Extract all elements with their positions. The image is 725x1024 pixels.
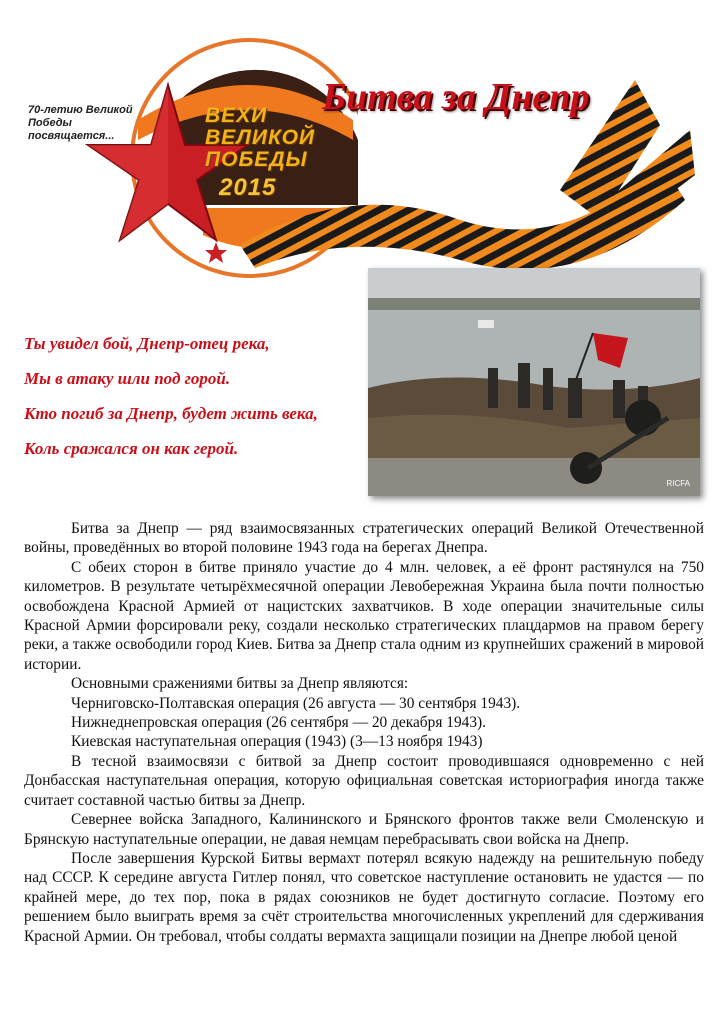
paragraph: После завершения Курской Битвы вермахт потерял всякую надежду на решительную победу над СССР. К середине августа Гитлер понял, что советское наступление остановить не удастся — по крайней мере, до тех пор, пока в рядах союзников не будет достигнуто согласие. Поэтому его решением было выиграть время за счёт строительства многочисленных укреплений для сдерживания Красной Армии. Он требовал, чтобы солдаты вермахта защищали позиции на Днепре любой ценой	[24, 849, 704, 945]
paragraph: Нижнеднепровская операция (26 сентября — 20 декабря 1943).	[71, 714, 486, 732]
paragraph: Битва за Днепр — ряд взаимосвязанных стратегических операций Великой Отечественной войны, проведённых во второй половине 1943 года на берегах Днепра.	[24, 520, 704, 557]
poem	[24, 326, 364, 466]
paragraph: Черниговско-Полтавская операция (26 августа — 30 сентября 1943).	[71, 694, 521, 712]
paragraph: С обеих сторон в битве приняло участие до 4 млн. человек, а её фронт растянулся на 750 километров. В результате четырёхмесячной операции Левобережная Украина была почти полностью освобождена Красной Армией от нацистских захватчиков. В ходе операции значительные силы Красной Армии форсировали реку, создали несколько стратегических плацдармов на правом берегу реки, а также освободили город Киев. Битва за Днепр стала одним из крупнейших сражений в мировой истории.	[24, 558, 704, 673]
badge-line: ПОБЕДЫ	[205, 148, 308, 171]
poem-line: Мы в атаку шли под горой.	[24, 369, 231, 388]
poem-line: Коль сражался он как герой.	[24, 439, 239, 458]
page-title: Битва за Днепр	[322, 76, 590, 118]
paragraph: Киевская наступательная операция (1943) (3—13 ноября 1943)	[71, 733, 483, 751]
paragraph: Севернее войска Западного, Калининского и Брянского фронтов также вели Смоленскую и Брянскую наступательные операции, не давая немцам перебрасывать свои войска на Днепр.	[24, 811, 704, 848]
poem-line: Ты увидел бой, Днепр-отец река,	[24, 334, 270, 353]
paragraph: Основными сражениями битвы за Днепр являются:	[71, 675, 409, 693]
paragraph: В тесной взаимосвязи с битвой за Днепр состоит проводившаяся одновременно с ней Донбасская наступательная операция, которую официальная советская историография иногда также считает составной частью битвы за Днепр.	[24, 752, 704, 809]
badge-line: ВЕХИ	[205, 104, 268, 127]
article-body	[24, 519, 704, 946]
badge-year: 2015	[219, 174, 277, 201]
badge-line: ВЕЛИКОЙ	[205, 126, 316, 149]
dedication-text: 70-летию Великой Победы посвящается...	[28, 104, 133, 142]
battle-reenactment-photo	[368, 268, 700, 496]
poem-line: Кто погиб за Днепр, будет жить века,	[24, 404, 318, 423]
photo-credit: RICFA	[666, 479, 690, 488]
victory-badge	[205, 105, 365, 199]
